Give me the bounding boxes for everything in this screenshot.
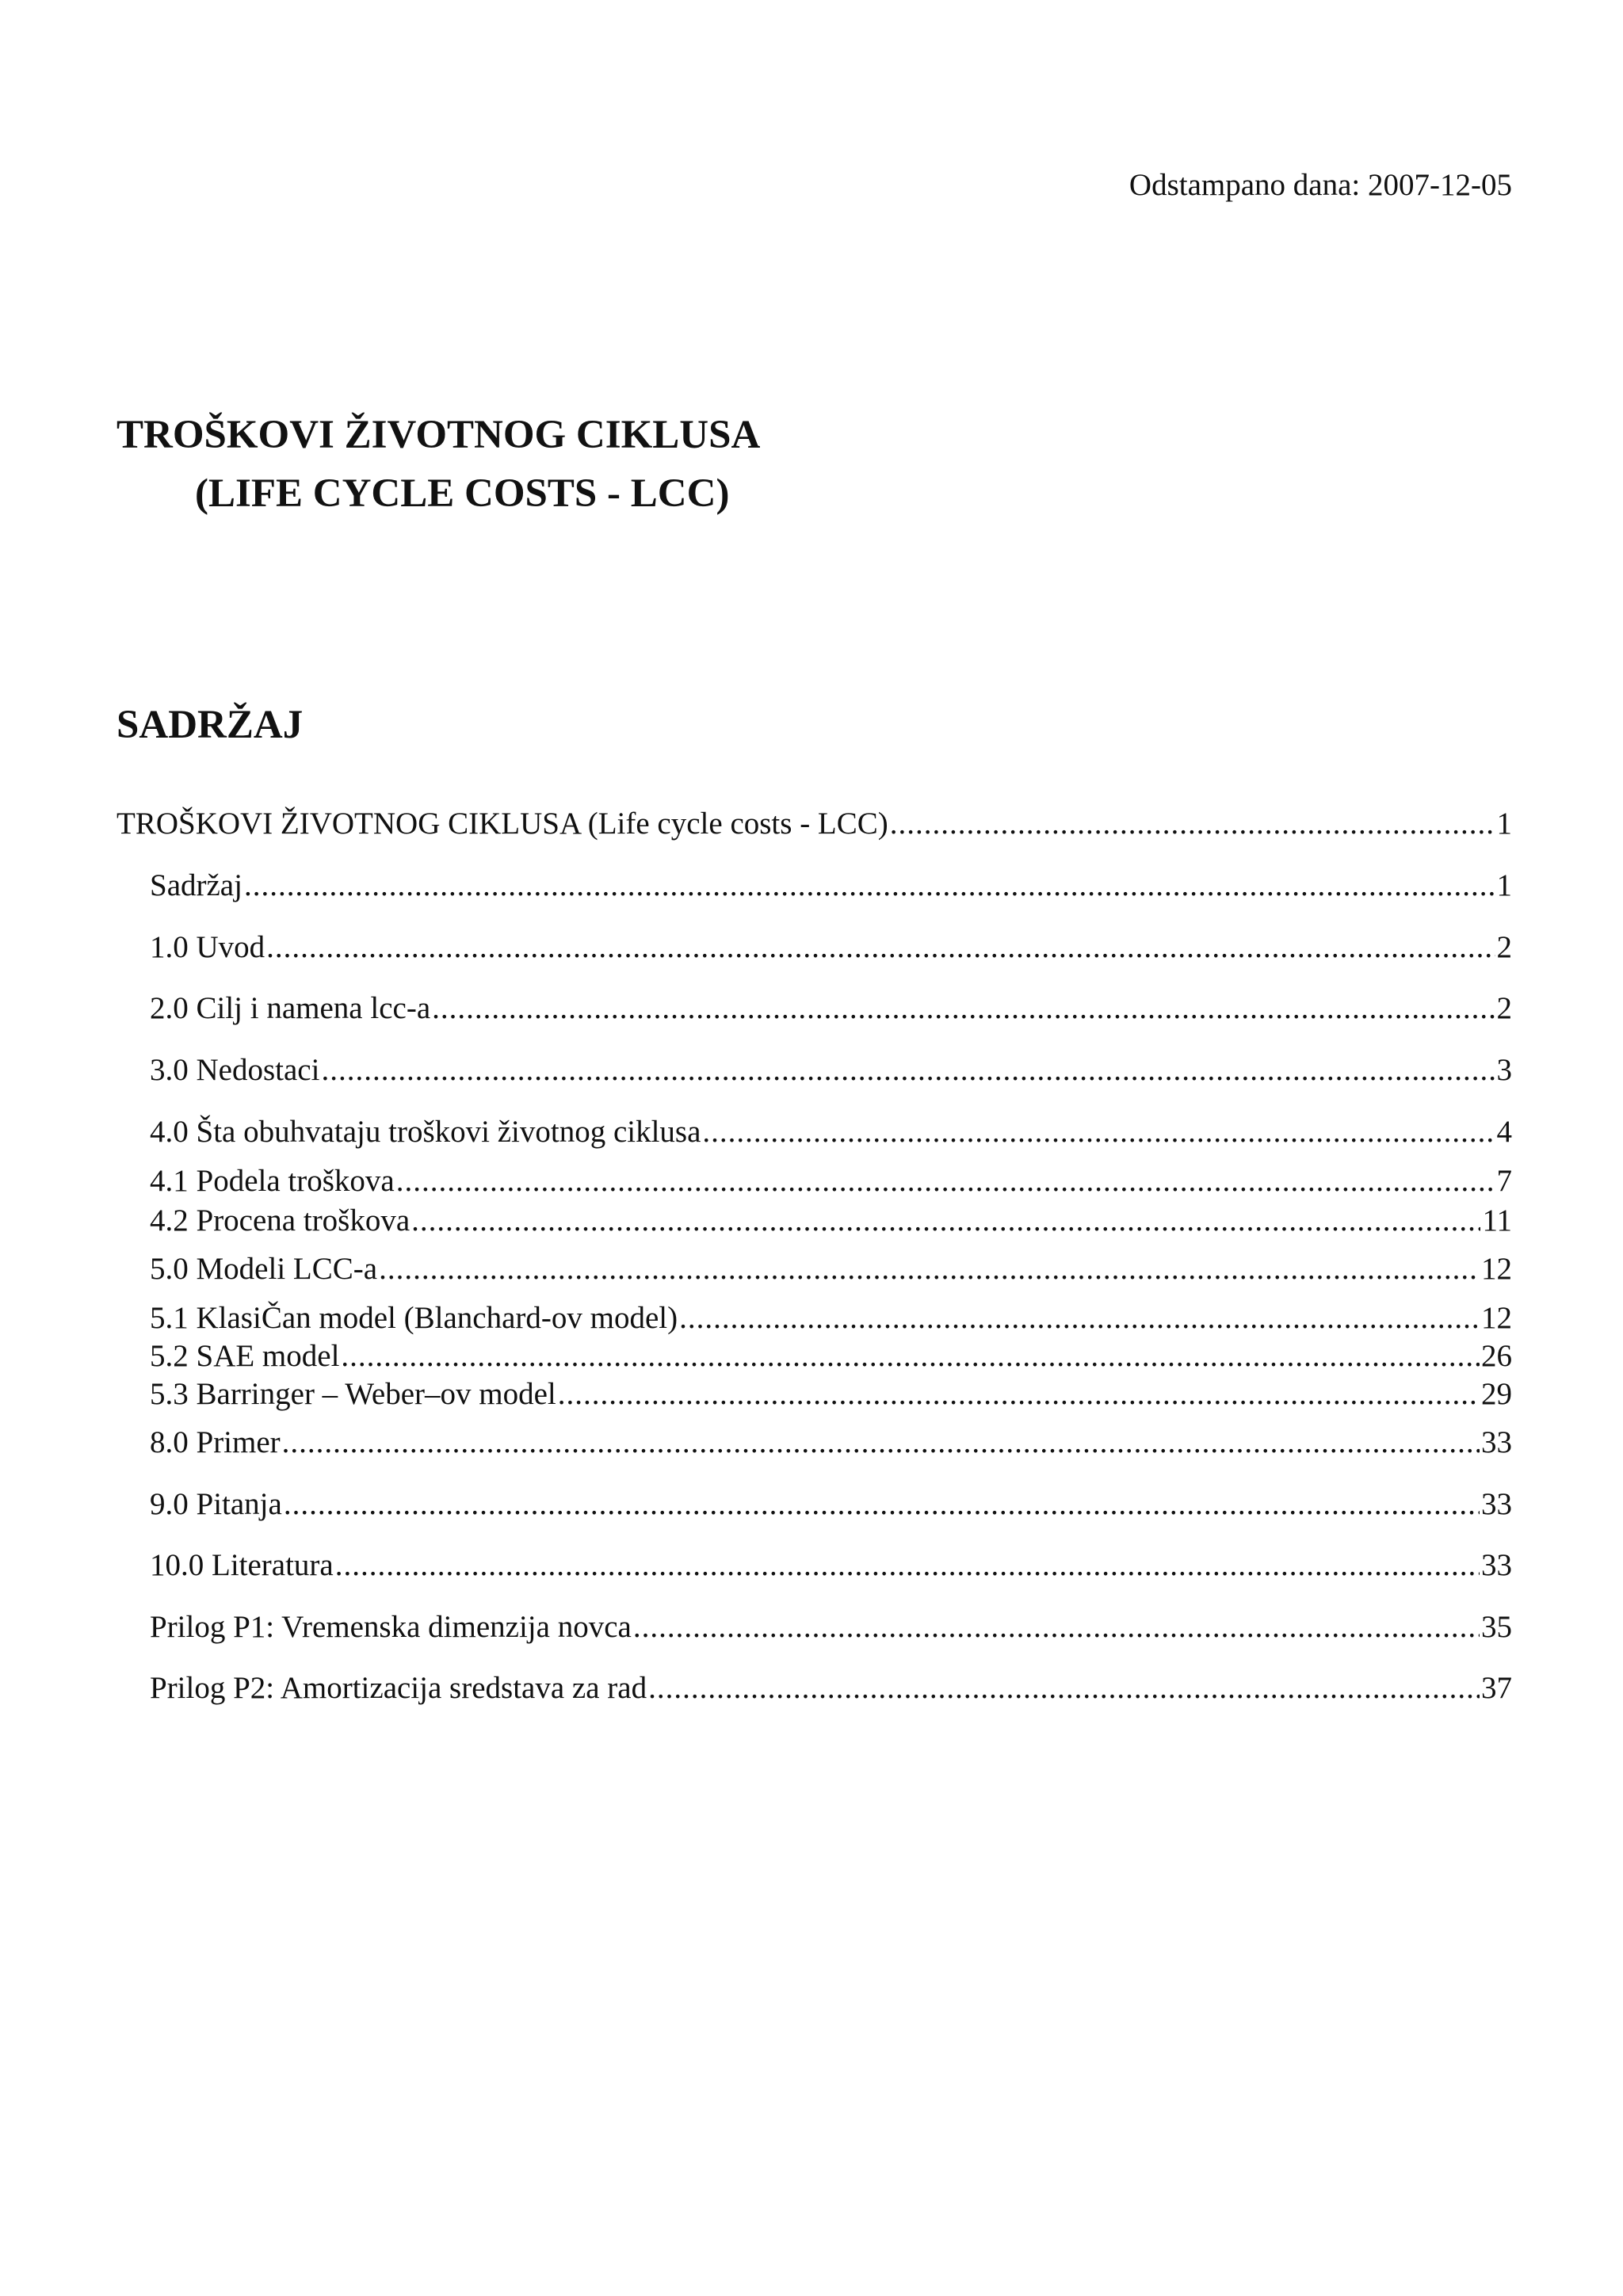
toc-leader-dots	[282, 1424, 1480, 1462]
toc-leader-dots	[379, 1250, 1480, 1288]
toc-entry[interactable]	[150, 1337, 1512, 1375]
toc-entry-page: 33	[1481, 1487, 1512, 1521]
toc-leader-dots	[648, 1669, 1480, 1707]
toc-entry-page: 29	[1481, 1377, 1512, 1411]
toc-entry[interactable]	[150, 1424, 1512, 1462]
toc-entry-label: 1.0 Uvod	[150, 930, 265, 964]
toc-entry-label: 5.2 SAE model	[150, 1339, 340, 1373]
document-title-line1: TROŠKOVI ŽIVOTNOG CIKLUSA	[116, 413, 761, 457]
toc-entry-page: 7	[1496, 1164, 1512, 1198]
toc-entry-label: 9.0 Pitanja	[150, 1487, 282, 1521]
toc-entry-label: 2.0 Cilj i namena lcc-a	[150, 991, 431, 1025]
document-title-line2: (LIFE CYCLE COSTS - LCC)	[195, 471, 730, 516]
toc-entry-page: 12	[1481, 1301, 1512, 1335]
toc-entry-page: 12	[1481, 1252, 1512, 1286]
toc-entry-label: 3.0 Nedostaci	[150, 1053, 320, 1087]
print-date: Odstampano dana: 2007-12-05	[1128, 168, 1512, 202]
toc-entry-label: 4.0 Šta obuhvataju troškovi životnog ciklusa	[150, 1115, 701, 1149]
toc-leader-dots	[341, 1337, 1480, 1375]
toc-leader-dots	[890, 805, 1495, 843]
toc-entry-label: Sadržaj	[150, 868, 242, 902]
toc-entry-page: 11	[1482, 1203, 1512, 1238]
toc-entry-page: 1	[1496, 807, 1512, 841]
toc-entry-page: 35	[1481, 1610, 1512, 1644]
toc-leader-dots	[679, 1299, 1480, 1337]
toc-leader-dots	[321, 1051, 1495, 1089]
toc-leader-dots	[244, 867, 1495, 905]
toc-leader-dots	[558, 1375, 1480, 1413]
toc-entry[interactable]	[150, 1162, 1512, 1200]
toc-entry-page: 33	[1481, 1425, 1512, 1459]
toc-leader-dots	[396, 1162, 1495, 1200]
toc-leader-dots	[284, 1486, 1480, 1524]
toc-entry[interactable]	[150, 990, 1512, 1028]
toc-entry-label: 5.0 Modeli LCC-a	[150, 1252, 378, 1286]
toc-leader-dots	[633, 1608, 1480, 1646]
toc-entry-label: 8.0 Primer	[150, 1425, 281, 1459]
toc-leader-dots	[411, 1202, 1480, 1240]
toc-leader-dots	[335, 1547, 1480, 1585]
toc-entry-label: Prilog P1: Vremenska dimenzija novca	[150, 1610, 632, 1644]
toc-entry-label: 10.0 Literatura	[150, 1548, 334, 1582]
toc-entry-page: 37	[1481, 1671, 1512, 1705]
toc-entry[interactable]	[150, 1375, 1512, 1413]
toc-entry-label: 5.3 Barringer – Weber–ov model	[150, 1377, 556, 1411]
toc-entry-page: 26	[1481, 1339, 1512, 1373]
toc-entry[interactable]	[116, 805, 1512, 843]
toc-entry-page: 1	[1496, 868, 1512, 902]
toc-entry-page: 3	[1496, 1053, 1512, 1087]
toc-entry-label: 4.1 Podela troškova	[150, 1164, 395, 1198]
toc-entry[interactable]	[150, 1547, 1512, 1585]
toc-leader-dots	[432, 990, 1495, 1028]
toc-entry[interactable]	[150, 1669, 1512, 1707]
toc-entry-page: 2	[1496, 930, 1512, 964]
toc-entry[interactable]	[150, 1051, 1512, 1089]
toc-leader-dots	[702, 1113, 1495, 1151]
toc-entry-label: TROŠKOVI ŽIVOTNOG CIKLUSA (Life cycle costs - LCC)	[116, 807, 888, 841]
toc-entry-page: 33	[1481, 1548, 1512, 1582]
toc-entry[interactable]	[150, 1486, 1512, 1524]
toc-entry[interactable]	[150, 1299, 1512, 1337]
toc-entry-page: 2	[1496, 991, 1512, 1025]
toc-entry[interactable]	[150, 867, 1512, 905]
toc-entry[interactable]	[150, 929, 1512, 967]
toc-entry-label: 4.2 Procena troškova	[150, 1203, 411, 1238]
toc-entry-label: 5.1 KlasiČan model (Blanchard-ov model)	[150, 1301, 678, 1335]
toc-heading: SADRŽAJ	[116, 703, 304, 747]
toc-entry[interactable]	[150, 1608, 1512, 1646]
toc-entry[interactable]	[150, 1113, 1512, 1151]
toc-entry-page: 4	[1496, 1115, 1512, 1149]
toc-entry-label: Prilog P2: Amortizacija sredstava za rad	[150, 1671, 647, 1705]
toc-entry[interactable]	[150, 1250, 1512, 1288]
toc-leader-dots	[266, 929, 1495, 967]
toc-entry[interactable]	[150, 1202, 1512, 1240]
